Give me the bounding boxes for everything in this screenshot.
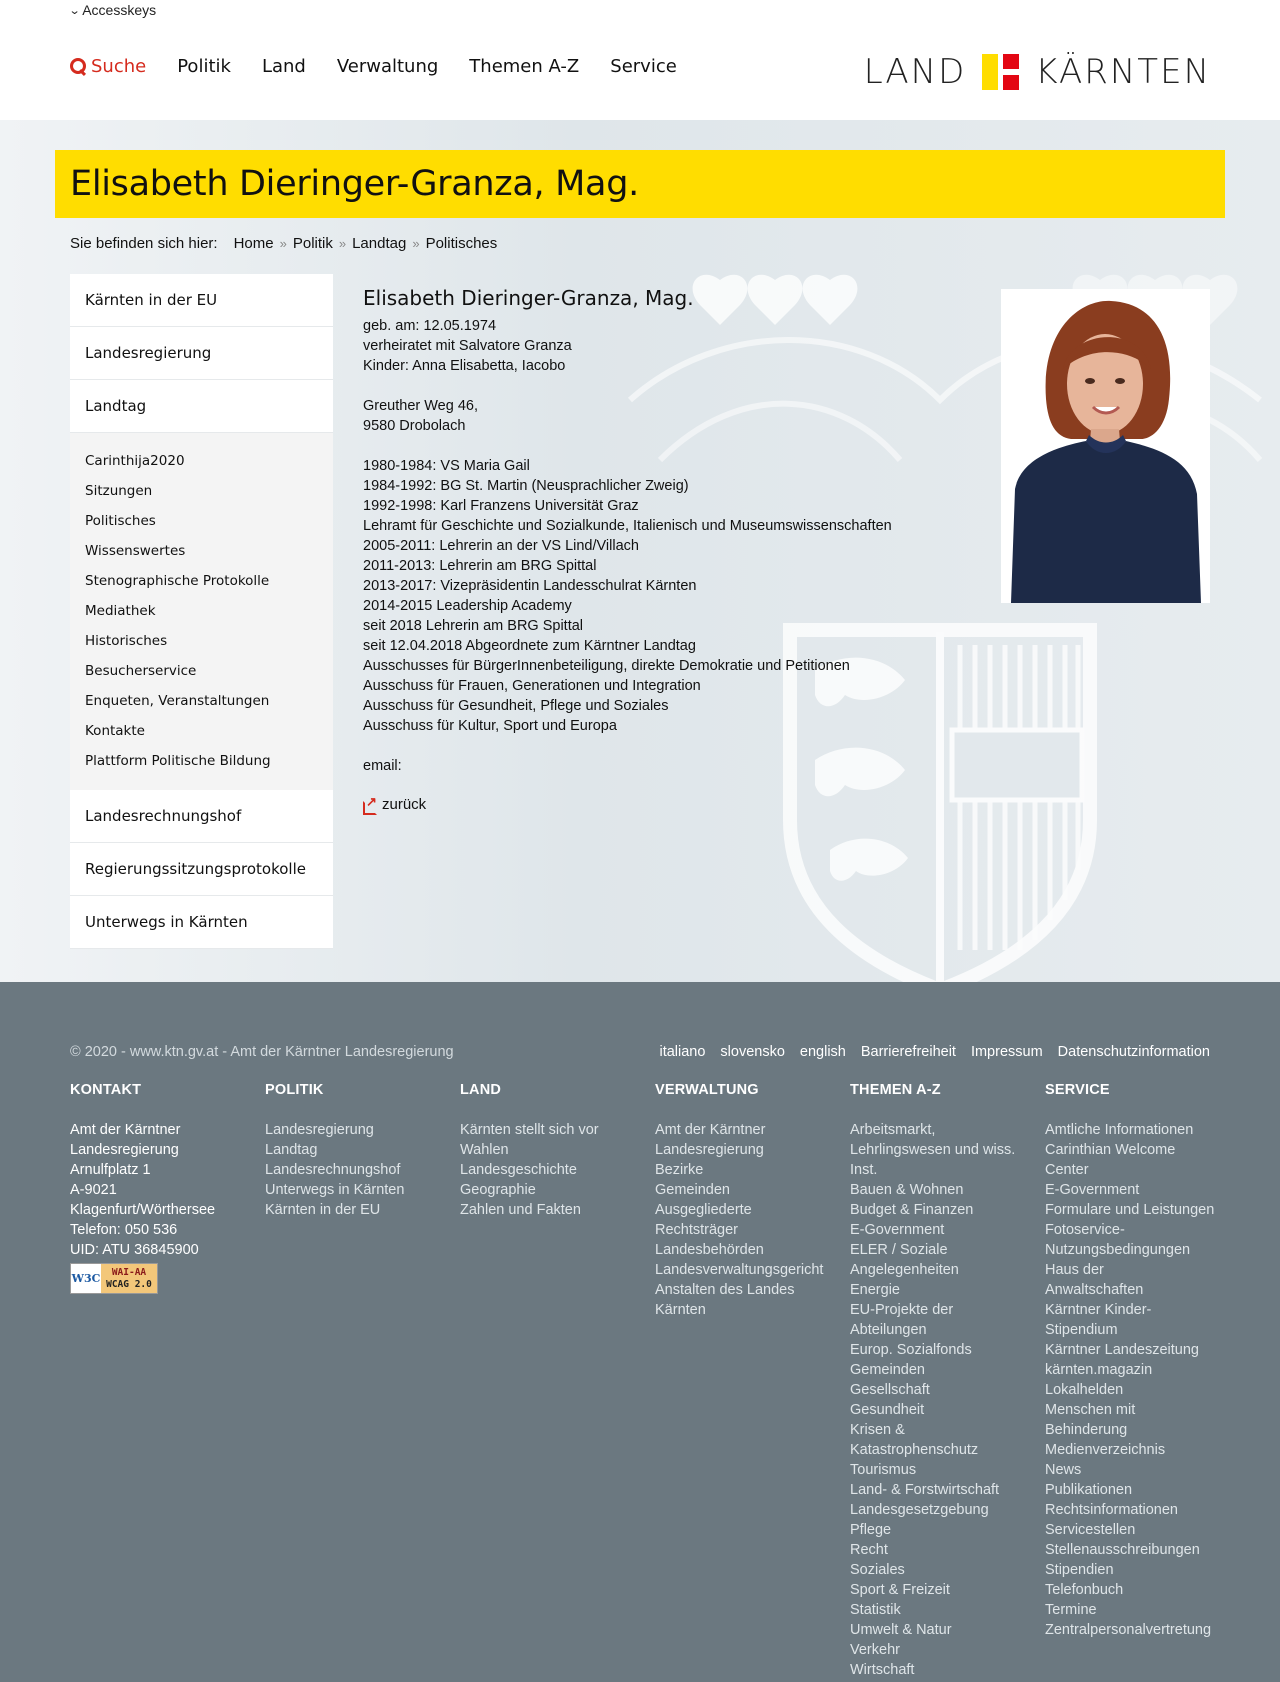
footer-link[interactable]: Abteilungen (850, 1322, 927, 1338)
w3c-badge-text: W3C (71, 1264, 101, 1293)
nav-service[interactable]: Service (610, 56, 677, 77)
sidebar-item-regierungssitzungsprotokolle[interactable]: Regierungssitzungsprotokolle (70, 843, 333, 896)
logo-text-right: KÄRNTEN (1035, 52, 1211, 92)
footer-link[interactable]: Landesrechnungshof (265, 1162, 401, 1178)
sidebar-item-kaernten-in-der-eu[interactable]: Kärnten in der EU (70, 274, 333, 327)
logo-text-left: LAND (863, 52, 967, 92)
footer-link[interactable]: Stellenausschreibungen (1045, 1542, 1200, 1558)
footer-link[interactable]: Statistik (850, 1602, 901, 1618)
footer-link[interactable]: Anstalten des Landes (655, 1282, 795, 1298)
footer-copyright: © 2020 - www.ktn.gv.at - Amt der Kärntner Landesregierung (70, 1044, 454, 1060)
footer-link[interactable]: Kärnten (655, 1302, 706, 1318)
land-kaernten-logo[interactable] (864, 52, 1211, 92)
footer-col-title: THEMEN A-Z (850, 1082, 941, 1098)
footer-link[interactable]: Budget & Finanzen (850, 1202, 974, 1218)
profile-name: Elisabeth Dieringer-Granza, Mag. (363, 286, 694, 310)
search-label: Suche (91, 56, 147, 77)
footer-link[interactable]: Center (1045, 1162, 1089, 1178)
footer-link[interactable]: Rechtsinformationen (1045, 1502, 1178, 1518)
sidebar-sub-carinthija2020[interactable]: Carinthija2020 (85, 453, 185, 469)
footer-link[interactable]: Sport & Freizeit (850, 1582, 950, 1598)
sidebar-sub-historisches[interactable]: Historisches (85, 633, 168, 649)
footer-link[interactable]: Gesellschaft (850, 1382, 930, 1398)
logo-mark-icon (982, 54, 1019, 90)
footer-link[interactable]: E-Government (850, 1222, 945, 1238)
footer-link: Amt der Kärntner (70, 1122, 181, 1138)
site-footer (0, 982, 1280, 1682)
footer-link[interactable]: Publikationen (1045, 1482, 1133, 1498)
address-line: Greuther Weg 46, (363, 398, 478, 414)
footer-link[interactable]: Kärntner Kinder- (1045, 1302, 1152, 1318)
footer-link[interactable]: Behinderung (1045, 1422, 1128, 1438)
sidebar-sub-plattform[interactable]: Plattform Politische Bildung (85, 753, 271, 769)
footer-link[interactable]: Landesregierung (265, 1122, 374, 1138)
footer-link: Landesregierung (70, 1142, 179, 1158)
footer-link[interactable]: Formulare und Leistungen (1045, 1202, 1215, 1218)
footer-link[interactable]: Verkehr (850, 1642, 900, 1658)
footer-link[interactable]: Gemeinden (655, 1182, 730, 1198)
footer-link[interactable]: Landesregierung (655, 1142, 764, 1158)
footer-col-title: POLITIK (265, 1082, 324, 1098)
email-label: email: (363, 758, 402, 774)
footer-link[interactable]: Umwelt & Natur (850, 1622, 952, 1638)
profile-line: verheiratet mit Salvatore Granza (363, 338, 572, 354)
footer-link[interactable]: Lehrlingswesen und wiss. (850, 1142, 1016, 1158)
footer-link[interactable]: Menschen mit (1045, 1402, 1136, 1418)
footer-col-service (1045, 1082, 1235, 1640)
profile-line: Kinder: Anna Elisabetta, Iacobo (363, 358, 566, 374)
main-area (0, 120, 1280, 982)
accesskeys-toggle[interactable] (70, 2, 156, 18)
footer-link[interactable]: Rechtsträger (655, 1222, 739, 1238)
footer-link[interactable]: News (1045, 1462, 1082, 1478)
sidebar-sub-politisches[interactable]: Politisches (85, 513, 156, 529)
footer-link[interactable]: Inst. (850, 1162, 878, 1178)
footer-link[interactable]: kärnten.magazin (1045, 1362, 1153, 1378)
footer-link: Telefon: 050 536 (70, 1222, 178, 1238)
breadcrumb-separator-icon: » (412, 236, 420, 251)
footer-link[interactable]: Gesundheit (850, 1402, 925, 1418)
footer-link[interactable]: Landesverwaltungsgericht (655, 1262, 824, 1278)
footer-link[interactable]: Servicestellen (1045, 1522, 1136, 1538)
career-line: Ausschuss für Gesundheit, Pflege und Soziales (363, 698, 669, 714)
footer-link-italiano[interactable]: italiano (659, 1044, 706, 1060)
address-line: 9580 Drobolach (363, 418, 466, 434)
breadcrumb-politisches[interactable]: Politisches (425, 235, 498, 252)
search-link[interactable] (70, 56, 146, 77)
footer-link[interactable]: Carinthian Welcome (1045, 1142, 1176, 1158)
career-line: 2005-2011: Lehrerin an der VS Lind/Villach (363, 538, 639, 554)
footer-link[interactable]: Landesgesetzgebung (850, 1502, 989, 1518)
breadcrumb-separator-icon: » (279, 236, 287, 251)
career-line: seit 12.04.2018 Abgeordnete zum Kärntner Landtag (363, 638, 696, 654)
footer-link[interactable]: Ausgegliederte (655, 1202, 752, 1218)
footer-link[interactable]: Haus der (1045, 1262, 1104, 1278)
footer-link-datenschutz[interactable]: Datenschutzinformation (1057, 1044, 1210, 1060)
sidebar-sub-sitzungen[interactable]: Sitzungen (85, 483, 153, 499)
profile-content (363, 286, 963, 813)
nav-land[interactable]: Land (261, 56, 306, 77)
career-line: Lehramt für Geschichte und Sozialkunde, Italienisch und Museumswissenschaften (363, 518, 892, 534)
page-title-bar (55, 150, 1225, 218)
breadcrumb-label: Sie befinden sich hier: (70, 235, 218, 252)
footer-link[interactable]: Angelegenheiten (850, 1262, 959, 1278)
footer-link[interactable]: Recht (850, 1542, 888, 1558)
breadcrumb-landtag[interactable]: Landtag (352, 235, 407, 252)
footer-col-themen (850, 1082, 1040, 1680)
footer-link-english[interactable]: english (799, 1044, 846, 1060)
footer-link[interactable]: Nutzungsbedingungen (1045, 1242, 1191, 1258)
footer-link[interactable]: Wahlen (460, 1142, 509, 1158)
footer-link[interactable]: Tourismus (850, 1462, 917, 1478)
footer-link[interactable]: Stipendien (1045, 1562, 1114, 1578)
career-line: seit 2018 Lehrerin am BRG Spittal (363, 618, 584, 634)
breadcrumb-separator-icon: » (338, 236, 347, 251)
footer-link[interactable]: Lokalhelden (1045, 1382, 1124, 1398)
footer-link[interactable]: Katastrophenschutz (850, 1442, 979, 1458)
career-line: 2011-2013: Lehrerin am BRG Spittal (363, 558, 597, 574)
career-line: 2013-2017: Vizepräsidentin Landesschulrat Kärnten (363, 578, 697, 594)
footer-link: UID: ATU 36845900 (70, 1242, 199, 1258)
footer-link[interactable]: E-Government (1045, 1182, 1140, 1198)
main-nav (70, 56, 708, 77)
footer-link-impressum[interactable]: Impressum (970, 1044, 1043, 1060)
footer-link-barrierefreiheit[interactable]: Barrierefreiheit (860, 1044, 956, 1060)
sidebar-sub-enqueten[interactable]: Enqueten, Veranstaltungen (85, 693, 270, 709)
footer-link[interactable]: Kärntner Landeszeitung (1045, 1342, 1199, 1358)
career-line: Ausschusses für BürgerInnenbeteiligung, direkte Demokratie und Petitionen (363, 658, 850, 674)
footer-link[interactable]: Fotoservice- (1045, 1222, 1125, 1238)
career-line: 1980-1984: VS Maria Gail (363, 458, 530, 474)
career-line: 1992-1998: Karl Franzens Universität Graz (363, 498, 639, 514)
footer-link[interactable]: Europ. Sozialfonds (850, 1342, 972, 1358)
footer-link[interactable]: ELER / Soziale (850, 1242, 948, 1258)
footer-link[interactable]: Krisen & (850, 1422, 905, 1438)
back-label: zurück (382, 796, 427, 813)
footer-link[interactable]: Medienverzeichnis (1045, 1442, 1166, 1458)
footer-col-title: SERVICE (1045, 1082, 1110, 1098)
footer-link[interactable]: Unterwegs in Kärnten (265, 1182, 405, 1198)
footer-link[interactable]: Gemeinden (850, 1362, 925, 1378)
footer-link[interactable]: Land- & Forstwirtschaft (850, 1482, 1000, 1498)
footer-col-title: KONTAKT (70, 1082, 142, 1098)
wai-aa-text: WAI-AA (111, 1266, 147, 1278)
footer-link[interactable]: Geographie (460, 1182, 536, 1198)
sidebar-sub-mediathek[interactable]: Mediathek (85, 603, 156, 619)
sidebar-nav (70, 274, 333, 949)
profile-photo (1001, 289, 1210, 603)
career-line: 2014-2015 Leadership Academy (363, 598, 572, 614)
career-line: Ausschuss für Kultur, Sport und Europa (363, 718, 617, 734)
chevron-down-icon: ⌄ (68, 4, 81, 17)
sidebar-sub-besucherservice[interactable]: Besucherservice (85, 663, 197, 679)
footer-link[interactable]: Amtliche Informationen (1045, 1122, 1194, 1138)
sidebar-item-landesrechnungshof[interactable]: Landesrechnungshof (70, 790, 333, 843)
wcag-badge-icon[interactable] (70, 1263, 158, 1294)
nav-politik[interactable]: Politik (177, 56, 231, 77)
footer-link[interactable]: Bezirke (655, 1162, 704, 1178)
footer-link[interactable]: Zentralpersonalvertretung (1045, 1622, 1212, 1638)
wcag-text: WCAG 2.0 (106, 1278, 152, 1290)
footer-link[interactable]: Bauen & Wohnen (850, 1182, 964, 1198)
sidebar-sub-wissenswertes[interactable]: Wissenswertes (85, 543, 186, 559)
footer-link[interactable]: EU-Projekte der (850, 1302, 954, 1318)
footer-col-title: LAND (460, 1082, 502, 1098)
footer-link[interactable]: Amt der Kärntner (655, 1122, 766, 1138)
profile-line: geb. am: 12.05.1974 (363, 318, 497, 334)
footer-link[interactable]: Energie (850, 1282, 900, 1298)
sidebar-item-unterwegs[interactable]: Unterwegs in Kärnten (70, 896, 333, 949)
footer-link[interactable]: Kärnten in der EU (265, 1202, 381, 1218)
footer-link[interactable]: Landesgeschichte (460, 1162, 577, 1178)
footer-link[interactable]: Termine (1045, 1602, 1097, 1618)
sidebar-item-landesregierung[interactable]: Landesregierung (70, 327, 333, 380)
footer-link[interactable]: Kärnten stellt sich vor (460, 1122, 599, 1138)
footer-link[interactable]: Landesbehörden (655, 1242, 764, 1258)
footer-link[interactable]: Soziales (850, 1562, 905, 1578)
footer-link[interactable]: Arbeitsmarkt, (850, 1122, 936, 1138)
sidebar-sub-stenographische-protokolle[interactable]: Stenographische Protokolle (85, 573, 270, 589)
footer-col-title: VERWALTUNG (655, 1082, 759, 1098)
footer-link: Arnulfplatz 1 (70, 1162, 151, 1178)
sidebar-item-landtag[interactable]: Landtag (70, 380, 333, 433)
footer-col-politik (265, 1082, 455, 1220)
breadcrumb (70, 235, 497, 252)
footer-link-slovensko[interactable]: slovensko (720, 1044, 785, 1060)
footer-link[interactable]: Stipendium (1045, 1322, 1118, 1338)
search-icon (70, 58, 87, 75)
breadcrumb-politik[interactable]: Politik (292, 235, 333, 252)
footer-links (659, 1044, 1210, 1060)
footer-col-land (460, 1082, 650, 1220)
page-title: Elisabeth Dieringer-Granza, Mag. (70, 164, 639, 204)
career-line: 1984-1992: BG St. Martin (Neusprachlicher Zweig) (363, 478, 689, 494)
footer-link[interactable]: Wirtschaft (850, 1662, 915, 1678)
sidebar-sub-kontakte[interactable]: Kontakte (85, 723, 145, 739)
footer-link: A-9021 (70, 1182, 117, 1198)
career-line: Ausschuss für Frauen, Generationen und Integration (363, 678, 701, 694)
nav-verwaltung[interactable]: Verwaltung (336, 56, 439, 77)
breadcrumb-home[interactable]: Home (233, 235, 274, 252)
footer-col-verwaltung (655, 1082, 845, 1320)
accesskeys-label: Accesskeys (82, 2, 157, 18)
footer-link[interactable]: Zahlen und Fakten (460, 1202, 581, 1218)
footer-link: Klagenfurt/Wörthersee (70, 1202, 216, 1218)
back-link[interactable] (363, 796, 963, 813)
footer-link[interactable]: Telefonbuch (1045, 1582, 1124, 1598)
sidebar-subnav (70, 433, 333, 790)
footer-link[interactable]: Anwaltschaften (1045, 1282, 1144, 1298)
external-link-icon (363, 798, 377, 812)
footer-link[interactable]: Pflege (850, 1522, 892, 1538)
nav-themen[interactable]: Themen A-Z (469, 56, 580, 77)
footer-link[interactable]: Landtag (265, 1142, 318, 1158)
footer-col-kontakt (70, 1082, 260, 1294)
